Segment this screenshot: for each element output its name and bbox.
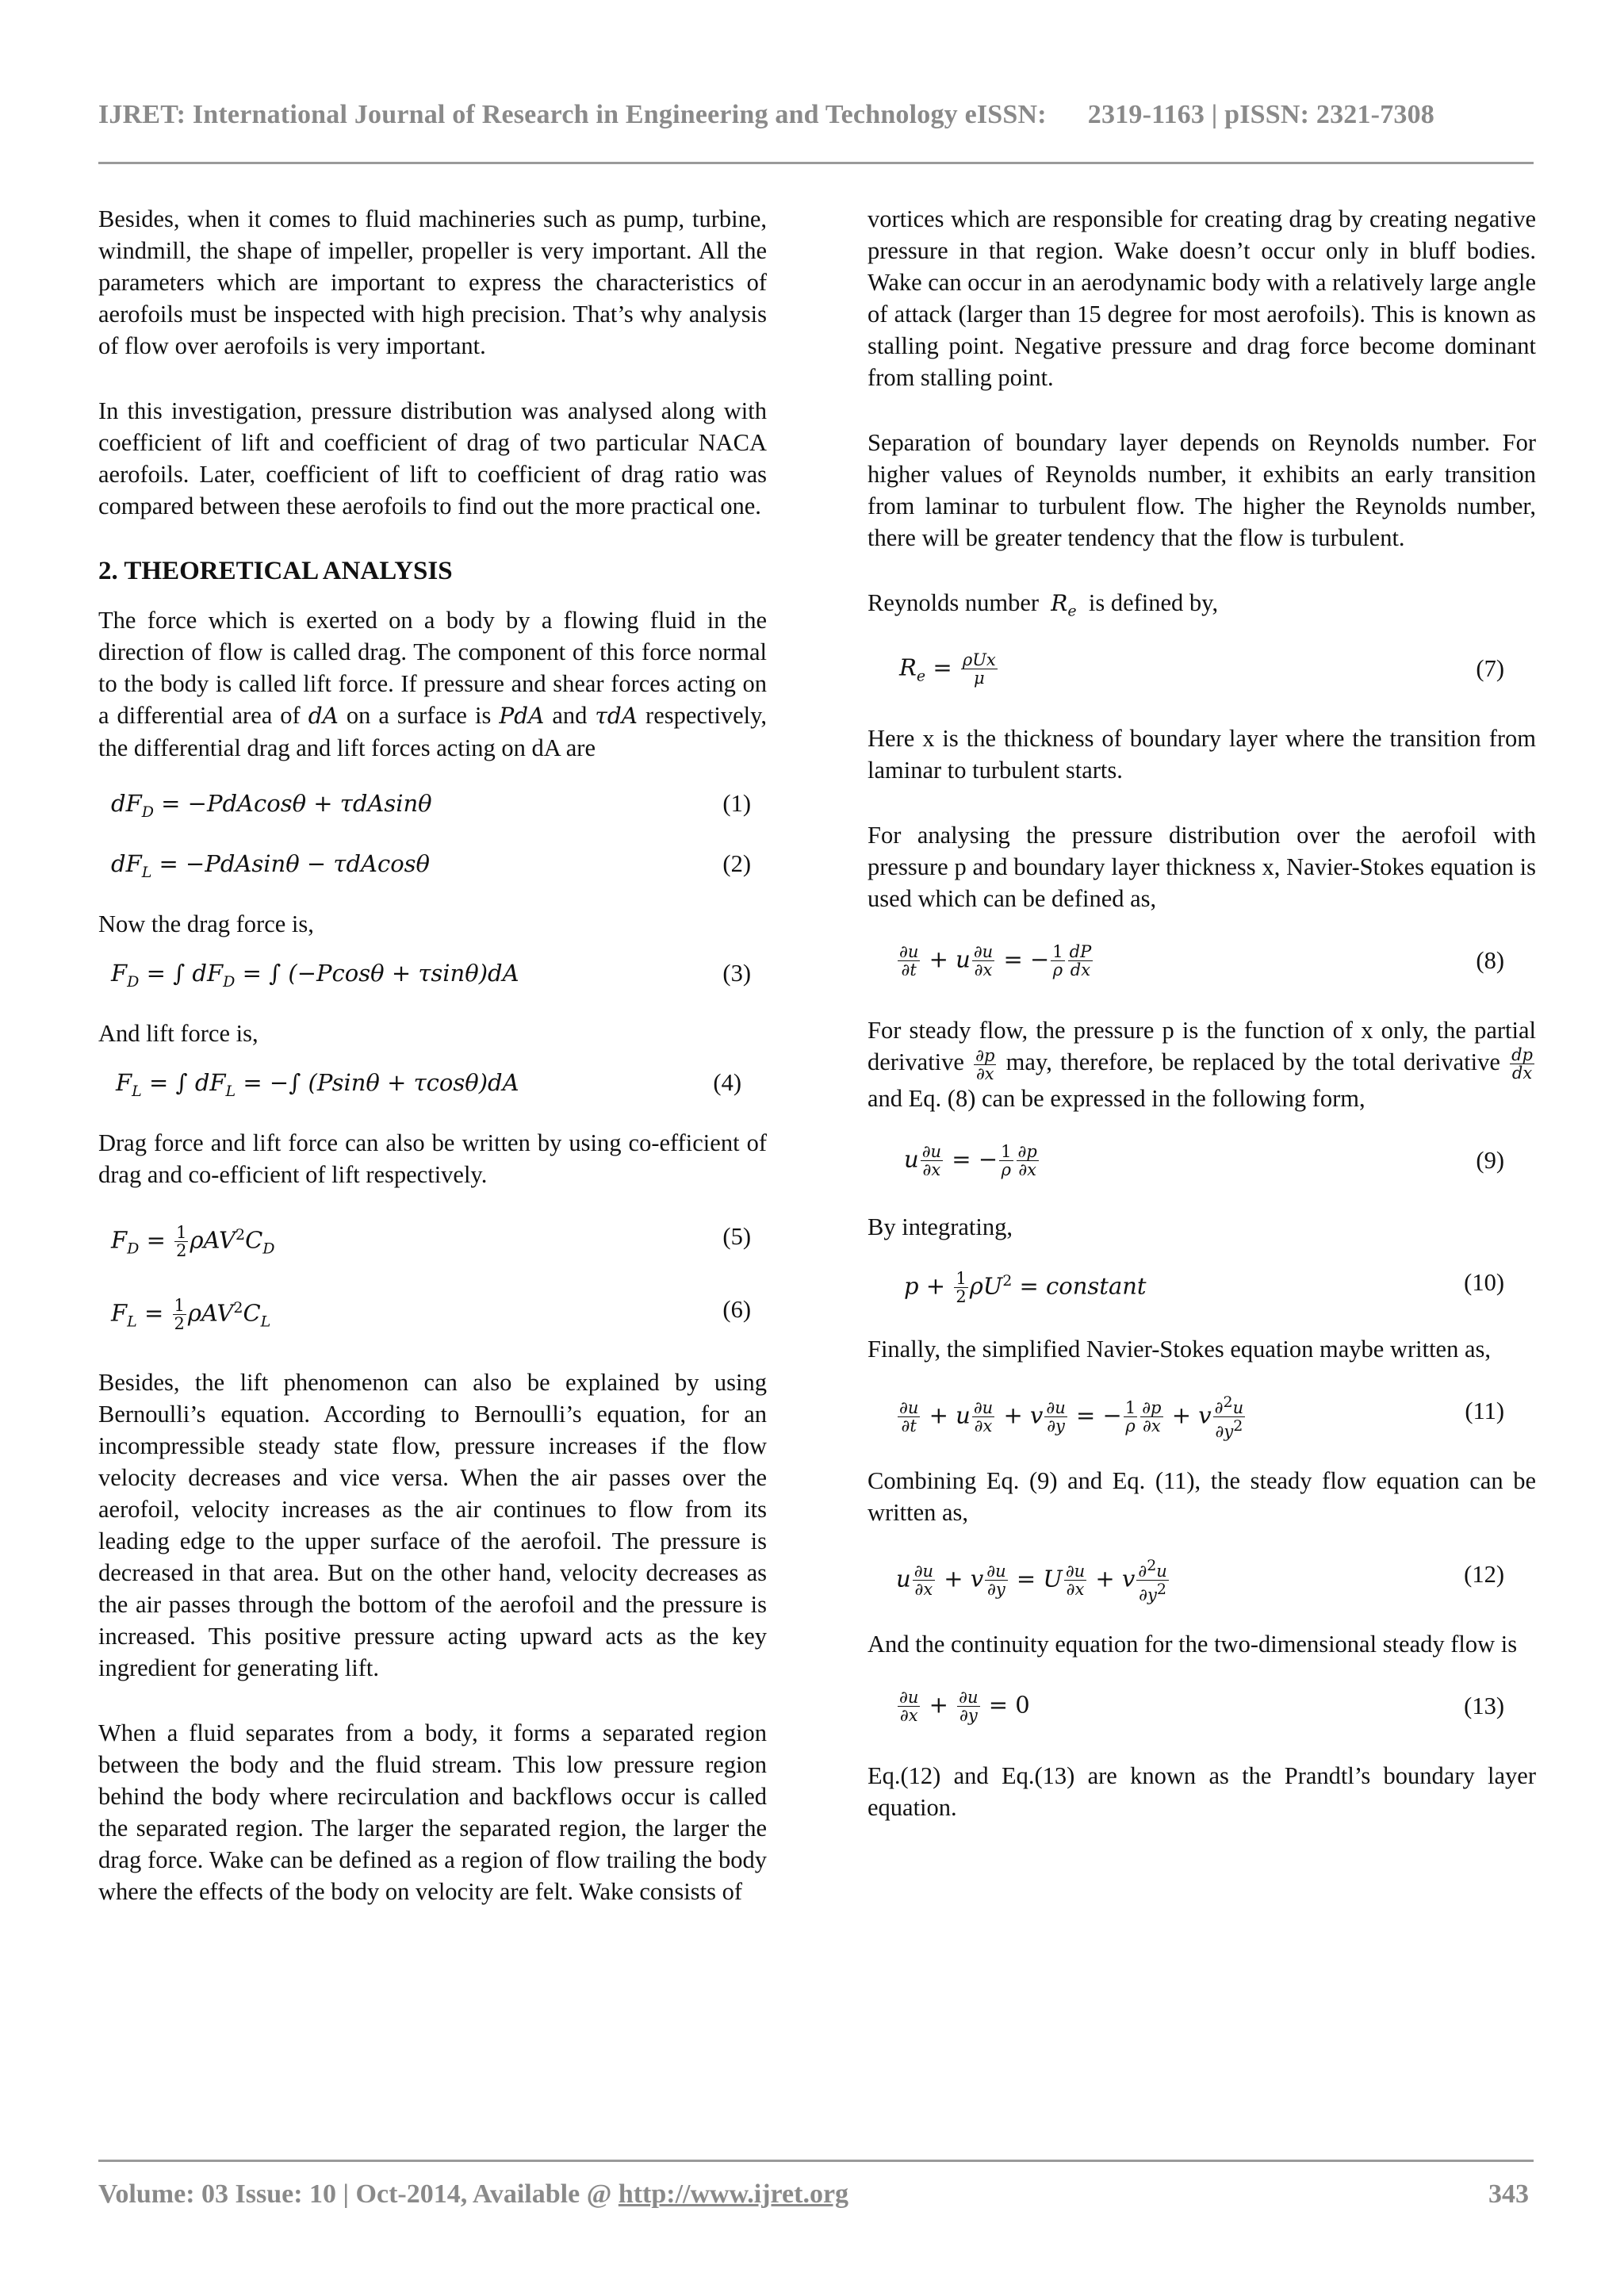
equation-12: u $\frac{\partial u}{\partial x}$ + v $\frac{\partial u}{\partial y}$ = U $\frac{\partial u}{\partial x}$ + v $\frac{\partial^2u}{\partial y^2}$ (12)	[896, 1556, 1504, 1604]
paragraph: Reynolds number $R_e$ is defined by,	[868, 589, 1219, 620]
paragraph: vortices which are responsible for creating drag by creating negative pressure in that region. Wake doesn’t occur only in bluff bodies. Wake can occur in an aerodynamic body with a relatively large angle of attack (larger than 15 degree for most aerofoils). This is known as stalling point. Negative pressure and drag force become dominant from stalling point.	[868, 205, 1536, 391]
journal-header	[98, 100, 1526, 130]
paragraph: Combining Eq. (9) and Eq. (11), the steady flow equation can be written as,	[868, 1466, 1536, 1526]
paragraph: Eq.(12) and Eq.(13) are known as the Prandtl’s boundary layer equation.	[868, 1761, 1536, 1821]
paragraph: Here x is the thickness of boundary layer where the transition from laminar to turbulent starts.	[868, 724, 1536, 784]
paragraph: When a fluid separates from a body, it forms a separated region between the body and the fluid stream. This low pressure region behind the body where recirculation and backflows occur is called the separated region. The larger the separated region, the larger the drag force. Wake can be defined as a region of flow trailing the body where the effects of the body on velocity are felt. Wake consists of	[98, 1719, 767, 1905]
journal-title: IJRET: International Journal of Research in Engineering and Technology eISSN:	[98, 100, 1047, 129]
paragraph: And lift force is,	[98, 1020, 259, 1047]
footer-rule	[98, 2160, 1534, 2162]
paragraph: In this investigation, pressure distribution was analysed along with coefficient of lift and coefficient of drag of two particular NACA aerofoils. Later, coefficient of lift to coefficient of drag ratio was compared between these aerofoils to find out the more practical one.	[98, 397, 767, 519]
equation-2: $dF_L = -PdAsin\theta - \tau dAcos\theta$ (2)	[111, 850, 751, 881]
paragraph: Finally, the simplified Navier-Stokes equation maybe written as,	[868, 1335, 1492, 1363]
equation-3: $F_D$ = ∫ $dF_D$ = ∫ (−Pcosθ + τsinθ)dA (3)	[111, 960, 751, 991]
paragraph: Besides, when it comes to fluid machineries such as pump, turbine, windmill, the shape of impeller, propeller is very important. All the parameters which are important to express the characteristics of aerofoils must be inspected with high precision. That’s why analysis of flow over aerofoils is very important.	[98, 205, 767, 359]
equation-13: $\frac{\partial u}{\partial x}$ + $\frac{\partial u}{\partial y}$ = 0 (13)	[899, 1687, 1504, 1725]
journal-link[interactable]: http://www.ijret.org	[618, 2179, 849, 2209]
paragraph: Now the drag force is,	[98, 910, 314, 937]
page-number: 343	[1488, 2179, 1529, 2209]
equation-11: $\frac{\partial u}{\partial t}$ + u $\frac{\partial u}{\partial x}$ + v $\frac{\partial u}{\partial y}$ = − $\frac{1}{\rho}$ $\frac{\partial p}{\partial x}$ + v $\frac{\partial^2u}{\partial y^2}$ (11)	[899, 1393, 1504, 1441]
paragraph: And the continuity equation for the two-dimensional steady flow is	[868, 1630, 1518, 1658]
equation-10: p + $\frac{1}{2}$ $\rho U^2$ = constant (10)	[904, 1268, 1504, 1306]
page-footer	[98, 2179, 1534, 2210]
paragraph: Separation of boundary layer depends on Reynolds number. For higher values of Reynolds number, it exhibits an early transition from laminar to turbulent flow. The higher the Reynolds number, there will be greater tendency that the flow is turbulent.	[868, 429, 1536, 551]
section-heading: 2. THEORETICAL ANALYSIS	[98, 557, 453, 585]
equation-4: $F_L$ = ∫ $dF_L$ = −∫ (Psinθ + τcosθ)dA (4)	[116, 1069, 741, 1100]
right-column	[868, 203, 1536, 1857]
volume-info: Volume: 03 Issue: 10 | Oct-2014, Available @	[98, 2179, 612, 2209]
journal-issn: 2319-1163 | pISSN: 2321-7308	[1087, 100, 1434, 129]
equation-1: $dF_D = -PdAcos\theta + \tau dAsin\theta$ (1)	[111, 790, 751, 821]
equation-8: $\frac{\partial u}{\partial t}$ + u $\frac{\partial u}{\partial x}$ = − $\frac{1}{\rho}$ $\frac{dP}{dx}$ (8)	[899, 941, 1504, 979]
paragraph: For analysing the pressure distribution over the aerofoil with pressure p and boundary layer thickness x, Navier-Stokes equation is used which can be defined as,	[868, 821, 1536, 912]
equation-7: $R_e$ = $\frac{\text{ρUx}}{\mu}$ (7)	[899, 650, 1504, 688]
paragraph: By integrating,	[868, 1213, 1013, 1240]
paragraph: Drag force and lift force can also be written by using co-efficient of drag and co-efficient of lift respectively.	[98, 1129, 767, 1188]
header-rule	[98, 162, 1534, 164]
equation-6: $F_L$ = $\frac{1}{2}$ $\rho AV^2C_L$ (6)	[111, 1296, 751, 1334]
left-column	[98, 203, 767, 1941]
equation-9: u $\frac{\partial u}{\partial x}$ = − $\frac{1}{\rho}$ $\frac{\partial p}{\partial x}$ (9)	[904, 1141, 1504, 1179]
equation-5: $F_D$ = $\frac{1}{2}$ $\rho AV^2C_D$ (5)	[111, 1223, 751, 1261]
paragraph: For steady flow, the pressure p is the function of x only, the partial derivative $\frac{\partial p}{\partial x}$ may, therefore, be replaced by the total derivative $\frac{dp}{dx}$ and Eq. (8) can be expressed in the following form,	[868, 1016, 1536, 1112]
paragraph: Besides, the lift phenomenon can also be explained by using Bernoulli’s equation. According to Bernoulli’s equation, for an incompressible steady state flow, pressure increases if the flow velocity decreases and vice versa. When the air passes over the aerofoil, velocity increases as the air continues to flow from its leading edge to the upper surface of the aerofoil. The pressure is decreased in that area. But on the other hand, velocity decreases as the air passes through the bottom of the aerofoil and the pressure is increased. This positive pressure acting upward acts as the key ingredient for generating lift.	[98, 1369, 767, 1681]
paragraph: The force which is exerted on a body by a flowing fluid in the direction of flow is called drag. The component of this force normal to the body is called lift force. If pressure and shear forces acting on a differential area of dA on a surface is PdA and τdA respectively, the differential drag and lift forces acting on dA are	[98, 607, 768, 761]
